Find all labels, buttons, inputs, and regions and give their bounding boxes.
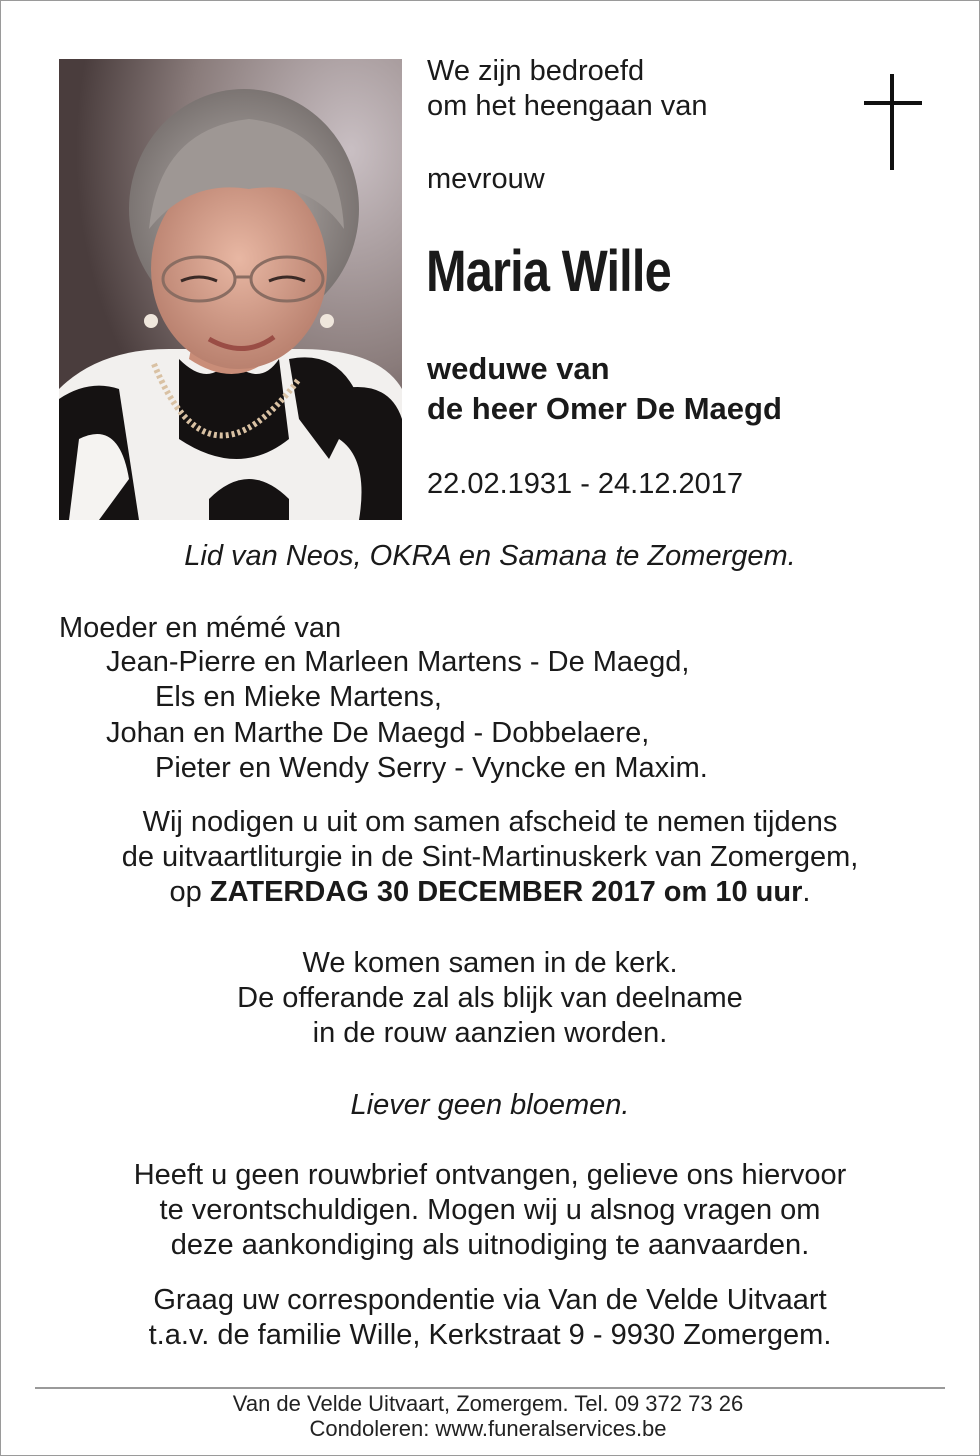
intro-line-1: We zijn bedroefd: [427, 55, 645, 87]
family-line: Jean-Pierre en Marleen Martens - De Maegd,: [106, 646, 690, 678]
membership-text: Lid van Neos, OKRA en Samana te Zomergem.: [184, 540, 796, 572]
funeral-date-time: ZATERDAG 30 DECEMBER 2017 om 10 uur: [209, 876, 803, 908]
church-line-3: in de rouw aanzien worden.: [312, 1017, 668, 1049]
excuse-line-2: te verontschuldigen. Mogen wij u alsnog vragen om: [159, 1194, 821, 1226]
invitation-line-3: [0, 875, 980, 910]
excuse-line-3: deze aankondiging als uitnodiging te aanvaarden.: [170, 1229, 810, 1261]
church-line-1: We komen samen in de kerk.: [302, 947, 678, 979]
honorific: mevrouw: [427, 163, 545, 195]
life-dates: 22.02.1931 - 24.12.2017: [427, 468, 744, 500]
family-line: Johan en Marthe De Maegd - Dobbelaere,: [106, 717, 650, 749]
no-flowers-note: Liever geen bloemen.: [350, 1089, 630, 1121]
correspondence-line-1: Graag uw correspondentie via Van de Velde Uitvaart: [153, 1284, 827, 1316]
footer-condolence-link[interactable]: Condoleren: www.funeralservices.be: [309, 1416, 667, 1441]
excuse-line-1: Heeft u geen rouwbrief ontvangen, gelieve ons hiervoor: [133, 1159, 847, 1191]
correspondence-line-2: t.a.v. de familie Wille, Kerkstraat 9 - 9930 Zomergem.: [148, 1319, 832, 1351]
footer-divider: [35, 1387, 945, 1389]
intro-line-2: om het heengaan van: [427, 90, 708, 122]
family-line: Els en Mieke Martens,: [155, 681, 442, 713]
cross-icon: [864, 74, 922, 170]
invitation-line-1: Wij nodigen u uit om samen afscheid te nemen tijdens: [142, 806, 838, 838]
invitation-suffix: .: [802, 876, 811, 908]
family-heading: Moeder en mémé van: [59, 612, 342, 644]
family-line: Pieter en Wendy Serry - Vyncke en Maxim.: [155, 752, 708, 784]
widow-line-2: de heer Omer De Maegd: [427, 391, 782, 426]
deceased-name: Maria Wille: [426, 239, 671, 304]
footer-contact: Van de Velde Uitvaart, Zomergem. Tel. 09 372 73 26: [232, 1391, 744, 1416]
portrait-photo: [59, 59, 402, 520]
widow-line-1: weduwe van: [427, 351, 610, 386]
invitation-line-2: de uitvaartliturgie in de Sint-Martinuskerk van Zomergem,: [121, 841, 859, 873]
church-line-2: De offerande zal als blijk van deelname: [237, 982, 743, 1014]
invitation-prefix: op: [169, 876, 210, 908]
